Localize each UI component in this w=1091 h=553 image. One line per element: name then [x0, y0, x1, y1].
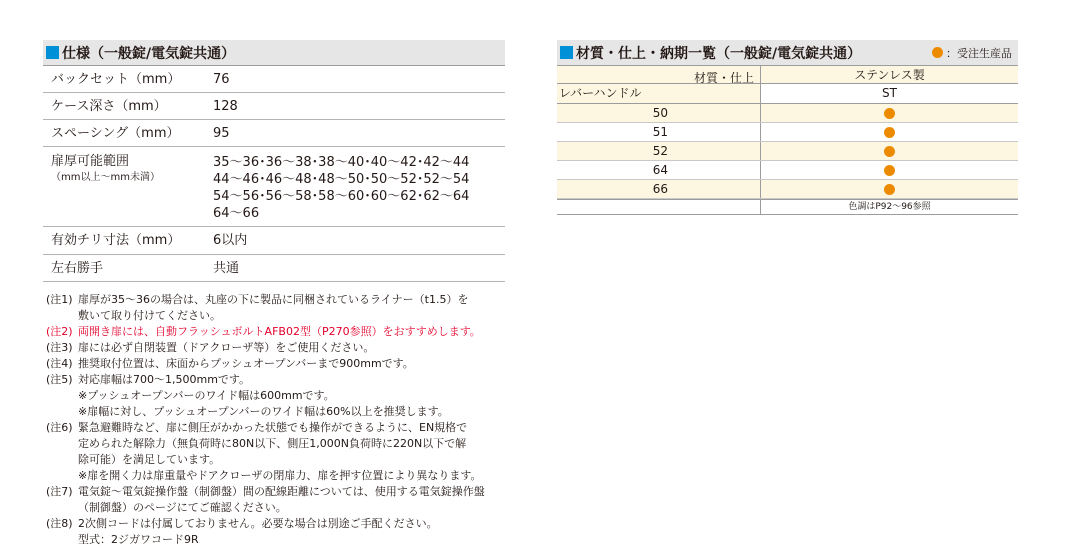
- table-row: [557, 104, 1018, 123]
- note-line: 定められた解除力（無負荷時に80N以下、側圧1,000N負荷時に220N以下で解: [78, 437, 467, 450]
- material-section: [557, 40, 1018, 215]
- spec-sublabel: （mm以上～mm未満）: [51, 172, 160, 183]
- spec-value: 64～66: [213, 206, 260, 221]
- spec-section: [43, 40, 505, 282]
- spec-title: 仕様（一般錠/電気錠共通）: [62, 45, 236, 62]
- legend-label: ：受注生産品: [946, 46, 1012, 60]
- note-mark: ※扉を開く力は扉重量やドアクローザの閉扉力、扉を押す位置により異なります。: [78, 469, 482, 482]
- note-item: (注4) 推奨取付位置は、床面からプッシュオープンバーまで900mmです。: [46, 357, 414, 370]
- orange-dot-icon: [884, 184, 895, 195]
- material-header-cell: ステンレス製: [761, 66, 1018, 84]
- spec-label: バックセット（mm）: [51, 71, 181, 87]
- material-table-body: [557, 104, 1018, 199]
- spec-value: 54～56･56～58･58～60･60～62･62～64: [213, 189, 470, 204]
- note-line: 型式：2ジガワコード9R: [78, 533, 199, 546]
- spec-row-clearance: [43, 227, 505, 255]
- material-title: 材質・仕上・納期一覧（一般錠/電気錠共通）: [576, 45, 862, 62]
- size-cell: 51: [557, 123, 761, 141]
- spec-value: 35～36･36～38･38～40･40～42･42～44: [213, 155, 470, 170]
- note-item: (注1) 扉厚が35～36の場合は、丸座の下に製品に同梱されているライナー（t1.5）を: [46, 293, 469, 306]
- note-item: (注3) 扉には必ず自閉装置（ドアクローザ等）をご使用ください。: [46, 341, 375, 354]
- corner-bottom-label: レバーハンドル: [559, 86, 642, 100]
- spec-value: 共通: [213, 260, 240, 276]
- note-item: (注5) 対応扉幅は700～1,500mmです。: [46, 373, 251, 386]
- color-reference-note: 色調はP92～96参照: [848, 202, 931, 212]
- spec-value: 44～46･46～48･48～50･50～52･52～54: [213, 172, 470, 187]
- notes-list: [46, 292, 511, 548]
- spec-row-backset: [43, 66, 505, 93]
- material-table-head: [557, 66, 1018, 104]
- material-header: [557, 40, 1018, 66]
- note-mark: ※プッシュオープンバーのワイド幅は600mmです。: [78, 389, 335, 402]
- spec-label: 有効チリ寸法（mm）: [51, 233, 181, 248]
- orange-dot-icon: [932, 47, 943, 58]
- spec-value: 128: [213, 98, 238, 114]
- finish-header-cell: ST: [882, 86, 897, 100]
- note-item: (注6) 緊急避難時など、扉に側圧がかかった状態でも操作ができるように、EN規格で: [46, 421, 468, 434]
- spec-row-handing: [43, 255, 505, 282]
- orange-dot-icon: [884, 108, 895, 119]
- table-row: [557, 161, 1018, 180]
- orange-dot-icon: [884, 127, 895, 138]
- table-row: [557, 180, 1018, 199]
- spec-row-spacing: [43, 120, 505, 147]
- note-line: 敷いて取り付けてください。: [78, 309, 221, 322]
- spec-label: スペーシング（mm）: [51, 125, 180, 141]
- size-cell: 52: [557, 142, 761, 160]
- blue-square-icon: [46, 46, 59, 59]
- size-cell: 64: [557, 161, 761, 179]
- orange-dot-icon: [884, 165, 895, 176]
- spec-row-door-thickness: [43, 147, 505, 227]
- size-cell: 66: [557, 180, 761, 198]
- corner-cell: [557, 66, 761, 103]
- table-row: [557, 142, 1018, 161]
- spec-label: 扉厚可能範囲: [51, 154, 130, 169]
- note-mark: ※扉幅に対し、プッシュオープンバーのワイド幅は60%以上を推奨します。: [78, 405, 449, 418]
- spec-label: 左右勝手: [51, 260, 104, 276]
- spec-label: ケース深さ（mm）: [51, 98, 167, 114]
- spec-value: 95: [213, 125, 230, 141]
- blue-square-icon: [560, 46, 573, 59]
- spec-header: [43, 40, 505, 66]
- table-row: [557, 123, 1018, 142]
- note-item: (注7) 電気錠～電気錠操作盤（制御盤）間の配線距離については、使用する電気錠操作盤: [46, 485, 485, 498]
- note-item: (注8) 2次側コードは付属しておりません。必要な場合は別途ご手配ください。: [46, 517, 438, 530]
- material-footer: [557, 199, 1018, 215]
- corner-top-label: 材質・仕上: [693, 71, 754, 85]
- note-line: （制御盤）のページにてご確認ください。: [78, 501, 287, 514]
- size-cell: 50: [557, 104, 761, 122]
- spec-value: 76: [213, 71, 230, 87]
- spec-row-case-depth: [43, 93, 505, 120]
- legend: [932, 45, 1012, 61]
- note-line: 除可能）を満足しています。: [78, 453, 221, 466]
- orange-dot-icon: [884, 146, 895, 157]
- note-item-highlight: (注2) 両開き扉には、自動フラッシュボルトAFB02型（P270参照）をおすすめします。: [46, 325, 481, 338]
- spec-value: 6以内: [213, 233, 248, 248]
